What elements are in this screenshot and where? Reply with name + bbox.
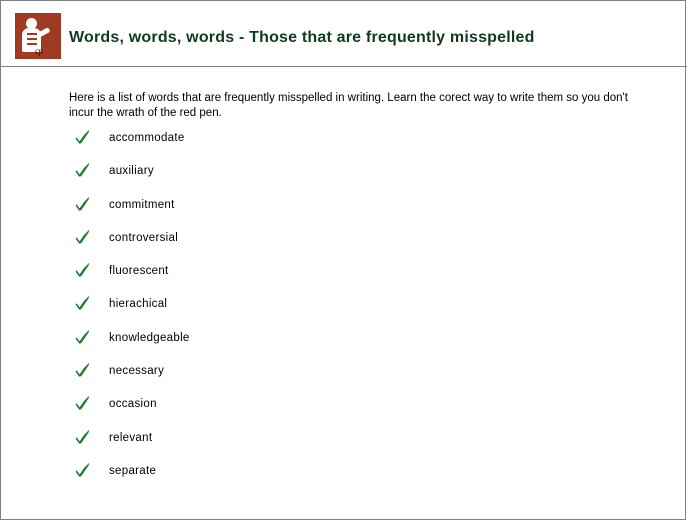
word-label: controversial [109, 231, 179, 244]
misspelled-word-list [69, 129, 190, 495]
check-icon [75, 429, 91, 445]
word-label: necessary [109, 365, 165, 378]
check-icon [75, 229, 91, 245]
page-title: Words, words, words - Those that are frequently misspelled [69, 29, 535, 46]
list-item [69, 395, 190, 428]
word-label: relevant [109, 431, 153, 444]
list-item [69, 429, 190, 462]
logo-figure-stripe-2 [27, 38, 37, 40]
list-item [69, 362, 190, 395]
site-logo [15, 13, 61, 59]
check-icon [75, 329, 91, 345]
logo-figure-stripe-1 [27, 33, 37, 35]
list-item [69, 162, 190, 195]
check-icon [75, 162, 91, 178]
word-label: commitment [109, 198, 175, 211]
page-content [1, 67, 685, 519]
list-item [69, 129, 190, 162]
logo-figure-stripe-3 [27, 43, 37, 45]
check-icon [75, 262, 91, 278]
check-icon [75, 462, 91, 478]
list-item [69, 295, 190, 328]
word-label: accommodate [109, 132, 185, 144]
word-label: knowledgeable [109, 331, 190, 344]
list-item [69, 462, 190, 495]
word-label: hierachical [109, 298, 168, 311]
logo-text: cp [35, 46, 43, 56]
word-label: occasion [109, 398, 157, 411]
check-icon [75, 395, 91, 411]
word-label: separate [109, 464, 157, 477]
word-label: auxiliary [109, 165, 154, 178]
list-item [69, 329, 190, 362]
word-label: fluorescent [109, 265, 169, 278]
check-icon [75, 362, 91, 378]
intro-paragraph: Here is a list of words that are frequently misspelled in writing. Learn the corect way to write them so you don't incur the wrath of the red pen. [69, 92, 628, 119]
list-item [69, 229, 190, 262]
check-icon [75, 295, 91, 311]
page-header [1, 1, 685, 66]
list-item [69, 262, 190, 295]
check-icon [75, 129, 91, 145]
check-icon [75, 196, 91, 212]
list-item [69, 196, 190, 229]
